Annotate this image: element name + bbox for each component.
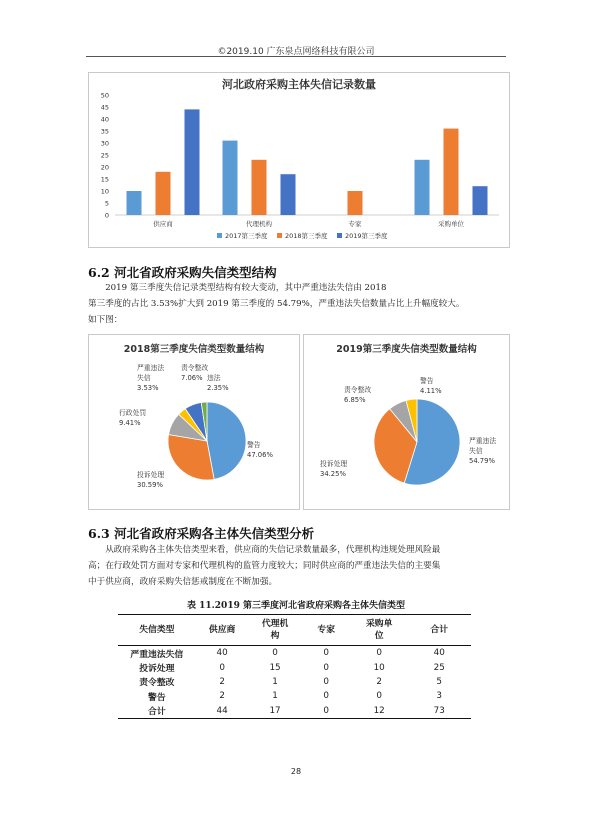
section-6-3-paragraph xyxy=(88,542,508,590)
cell: 1 xyxy=(272,691,278,702)
cell: 2 xyxy=(219,691,225,702)
slice-label: 责令整改 xyxy=(344,386,372,394)
bar xyxy=(281,174,296,215)
slice-label: 警告 xyxy=(247,441,261,449)
cell: 0 xyxy=(376,691,382,702)
bar-chart-frame xyxy=(88,72,510,248)
legend-entry: 2019第三季度 xyxy=(345,232,388,240)
table-caption: 表 11.2019 第三季度河北省政府采购各主体失信类型 xyxy=(187,601,405,611)
slice-label: 行政处罚 xyxy=(119,409,147,417)
cell: 44 xyxy=(196,704,249,719)
y-tick-label: 40 xyxy=(100,115,109,124)
table-row xyxy=(118,675,471,689)
slice-percent: 9.41% xyxy=(119,419,141,427)
col-header-type: 失信类型 xyxy=(118,615,196,646)
cell: 5 xyxy=(436,676,442,687)
col-header-expert: 专家 xyxy=(302,615,351,646)
col-header-agency: 代理机 构 xyxy=(249,615,302,646)
slice-label: 失信 xyxy=(469,447,483,455)
cell: 15 xyxy=(269,662,281,673)
bar xyxy=(156,172,171,215)
slice-percent: 30.59% xyxy=(137,481,163,489)
slice-percent: 4.11% xyxy=(420,387,442,395)
slice-label: 严重违法 xyxy=(469,437,497,445)
slice-percent: 3.53% xyxy=(137,384,159,392)
section-6-3-line-2: 高；在行政处罚方面对专家和代理机构的监管力度较大；同时供应商的严重违法失信的主要集 xyxy=(88,561,441,571)
cell: 12 xyxy=(351,704,407,719)
slice-label: 警告 xyxy=(420,377,434,385)
bar xyxy=(252,160,267,215)
cell: 0 xyxy=(219,662,225,673)
y-tick-label: 30 xyxy=(100,139,109,148)
slice-label: 违法 xyxy=(207,374,221,382)
row-label: 严重违法失信 xyxy=(130,649,184,660)
y-tick-label: 5 xyxy=(104,199,109,208)
section-6-3-line-1: 从政府采购各主体失信类型来看，供应商的失信记录数量最多，代理机构违规处理风险最 xyxy=(105,545,441,555)
bar xyxy=(415,160,430,215)
cell: 0 xyxy=(323,676,330,687)
header-rule xyxy=(86,56,506,57)
slice-percent: 2.35% xyxy=(207,384,229,392)
section-6-2-heading: 6.2 河北省政府采购失信类型结构 xyxy=(88,265,277,280)
legend-entry: 2017第三季度 xyxy=(225,232,268,240)
cell: 17 xyxy=(249,704,302,719)
bar xyxy=(348,191,363,215)
x-tick-label: 专家 xyxy=(348,220,362,228)
slice-label: 投诉处理 xyxy=(320,460,348,468)
section-6-3-line-3: 中于供应商，政府采购失信惩戒制度在不断加强。 xyxy=(88,577,278,587)
pie-chart-2019 xyxy=(304,335,509,509)
pie-chart-2018 xyxy=(89,335,299,509)
y-tick-label: 15 xyxy=(100,175,109,184)
y-tick-label: 45 xyxy=(100,103,109,112)
cell: 10 xyxy=(373,662,385,673)
y-tick-label: 25 xyxy=(100,151,109,160)
x-tick-label: 供应商 xyxy=(153,220,173,228)
x-tick-label: 代理机构 xyxy=(246,220,272,228)
chart-title: 2019第三季度失信类型数量结构 xyxy=(336,344,477,355)
table-row-total xyxy=(118,704,471,719)
table-row xyxy=(118,660,471,674)
bar xyxy=(444,129,459,215)
cell: 1 xyxy=(272,676,278,687)
cell: 0 xyxy=(323,662,330,673)
slice-label: 投诉处理 xyxy=(137,471,165,479)
section-6-3-heading: 6.3 河北省政府采购各主体失信类型分析 xyxy=(88,526,315,541)
cell: 2 xyxy=(219,676,225,687)
cell: 25 xyxy=(433,662,445,673)
section-6-2-line-3: 如下图： xyxy=(88,315,123,325)
slice-percent: 6.85% xyxy=(344,396,366,404)
legend-entry: 2018第三季度 xyxy=(285,232,328,240)
chart-title: 河北政府采购主体失信记录数量 xyxy=(222,78,376,91)
cell: 0 xyxy=(376,648,382,659)
bar-chart xyxy=(89,73,509,247)
pie-slice xyxy=(207,402,246,479)
cell: 73 xyxy=(407,704,471,719)
col-header-total: 合计 xyxy=(407,615,471,646)
table-row xyxy=(118,689,471,703)
breach-type-table xyxy=(118,614,471,719)
slice-label: 严重违法 xyxy=(137,364,165,372)
section-6-2-line-2: 第三季度的占比 3.53%扩大到 2019 第三季度的 54.79%，严重违法失信数量占比上升幅度较大。 xyxy=(88,299,465,309)
section-6-2-paragraph xyxy=(88,280,508,328)
y-tick-label: 20 xyxy=(100,163,109,172)
cell: 0 xyxy=(323,648,330,659)
y-tick-label: 35 xyxy=(100,127,109,136)
y-tick-label: 10 xyxy=(100,187,109,196)
col-header-purchaser: 采购单 位 xyxy=(351,615,407,646)
slice-percent: 7.06% xyxy=(181,374,203,382)
legend-swatch xyxy=(337,233,342,238)
slice-percent: 54.79% xyxy=(469,457,495,465)
table-row xyxy=(118,646,471,661)
page-header: ©2019.10 广东泉点网络科技有限公司 xyxy=(217,47,375,57)
cell: 40 xyxy=(433,648,445,659)
cell: 0 xyxy=(302,704,351,719)
cell: 3 xyxy=(436,691,442,702)
bar xyxy=(185,109,200,215)
bar xyxy=(223,141,238,215)
bar xyxy=(127,191,142,215)
cell: 0 xyxy=(323,691,330,702)
bar xyxy=(473,186,488,215)
table-header-row xyxy=(118,615,471,646)
cell: 0 xyxy=(272,648,278,659)
cell: 40 xyxy=(216,648,228,659)
chart-title: 2018第三季度失信类型数量结构 xyxy=(123,344,265,355)
row-label: 合计 xyxy=(118,704,196,719)
row-label: 警告 xyxy=(148,692,166,703)
slice-percent: 47.06% xyxy=(247,451,273,459)
slice-label: 责令整改 xyxy=(181,364,209,372)
y-tick-label: 50 xyxy=(100,91,109,100)
legend-swatch xyxy=(217,233,222,238)
col-header-supplier: 供应商 xyxy=(196,615,249,646)
cell: 2 xyxy=(376,676,382,687)
page-number: 28 xyxy=(290,767,302,776)
pie-chart-2019-frame xyxy=(303,334,510,510)
section-6-2-line-1: 2019 第三季度失信记录类型结构有较大变动，其中严重违法失信由 2018 xyxy=(105,283,387,293)
legend-swatch xyxy=(277,233,282,238)
slice-percent: 34.25% xyxy=(320,470,346,478)
x-tick-label: 采购单位 xyxy=(438,220,464,228)
row-label: 责令整改 xyxy=(139,678,175,689)
row-label: 投诉处理 xyxy=(139,664,175,675)
pie-chart-2018-frame xyxy=(88,334,300,510)
slice-label: 失信 xyxy=(137,374,151,382)
y-tick-label: 0 xyxy=(104,211,109,220)
